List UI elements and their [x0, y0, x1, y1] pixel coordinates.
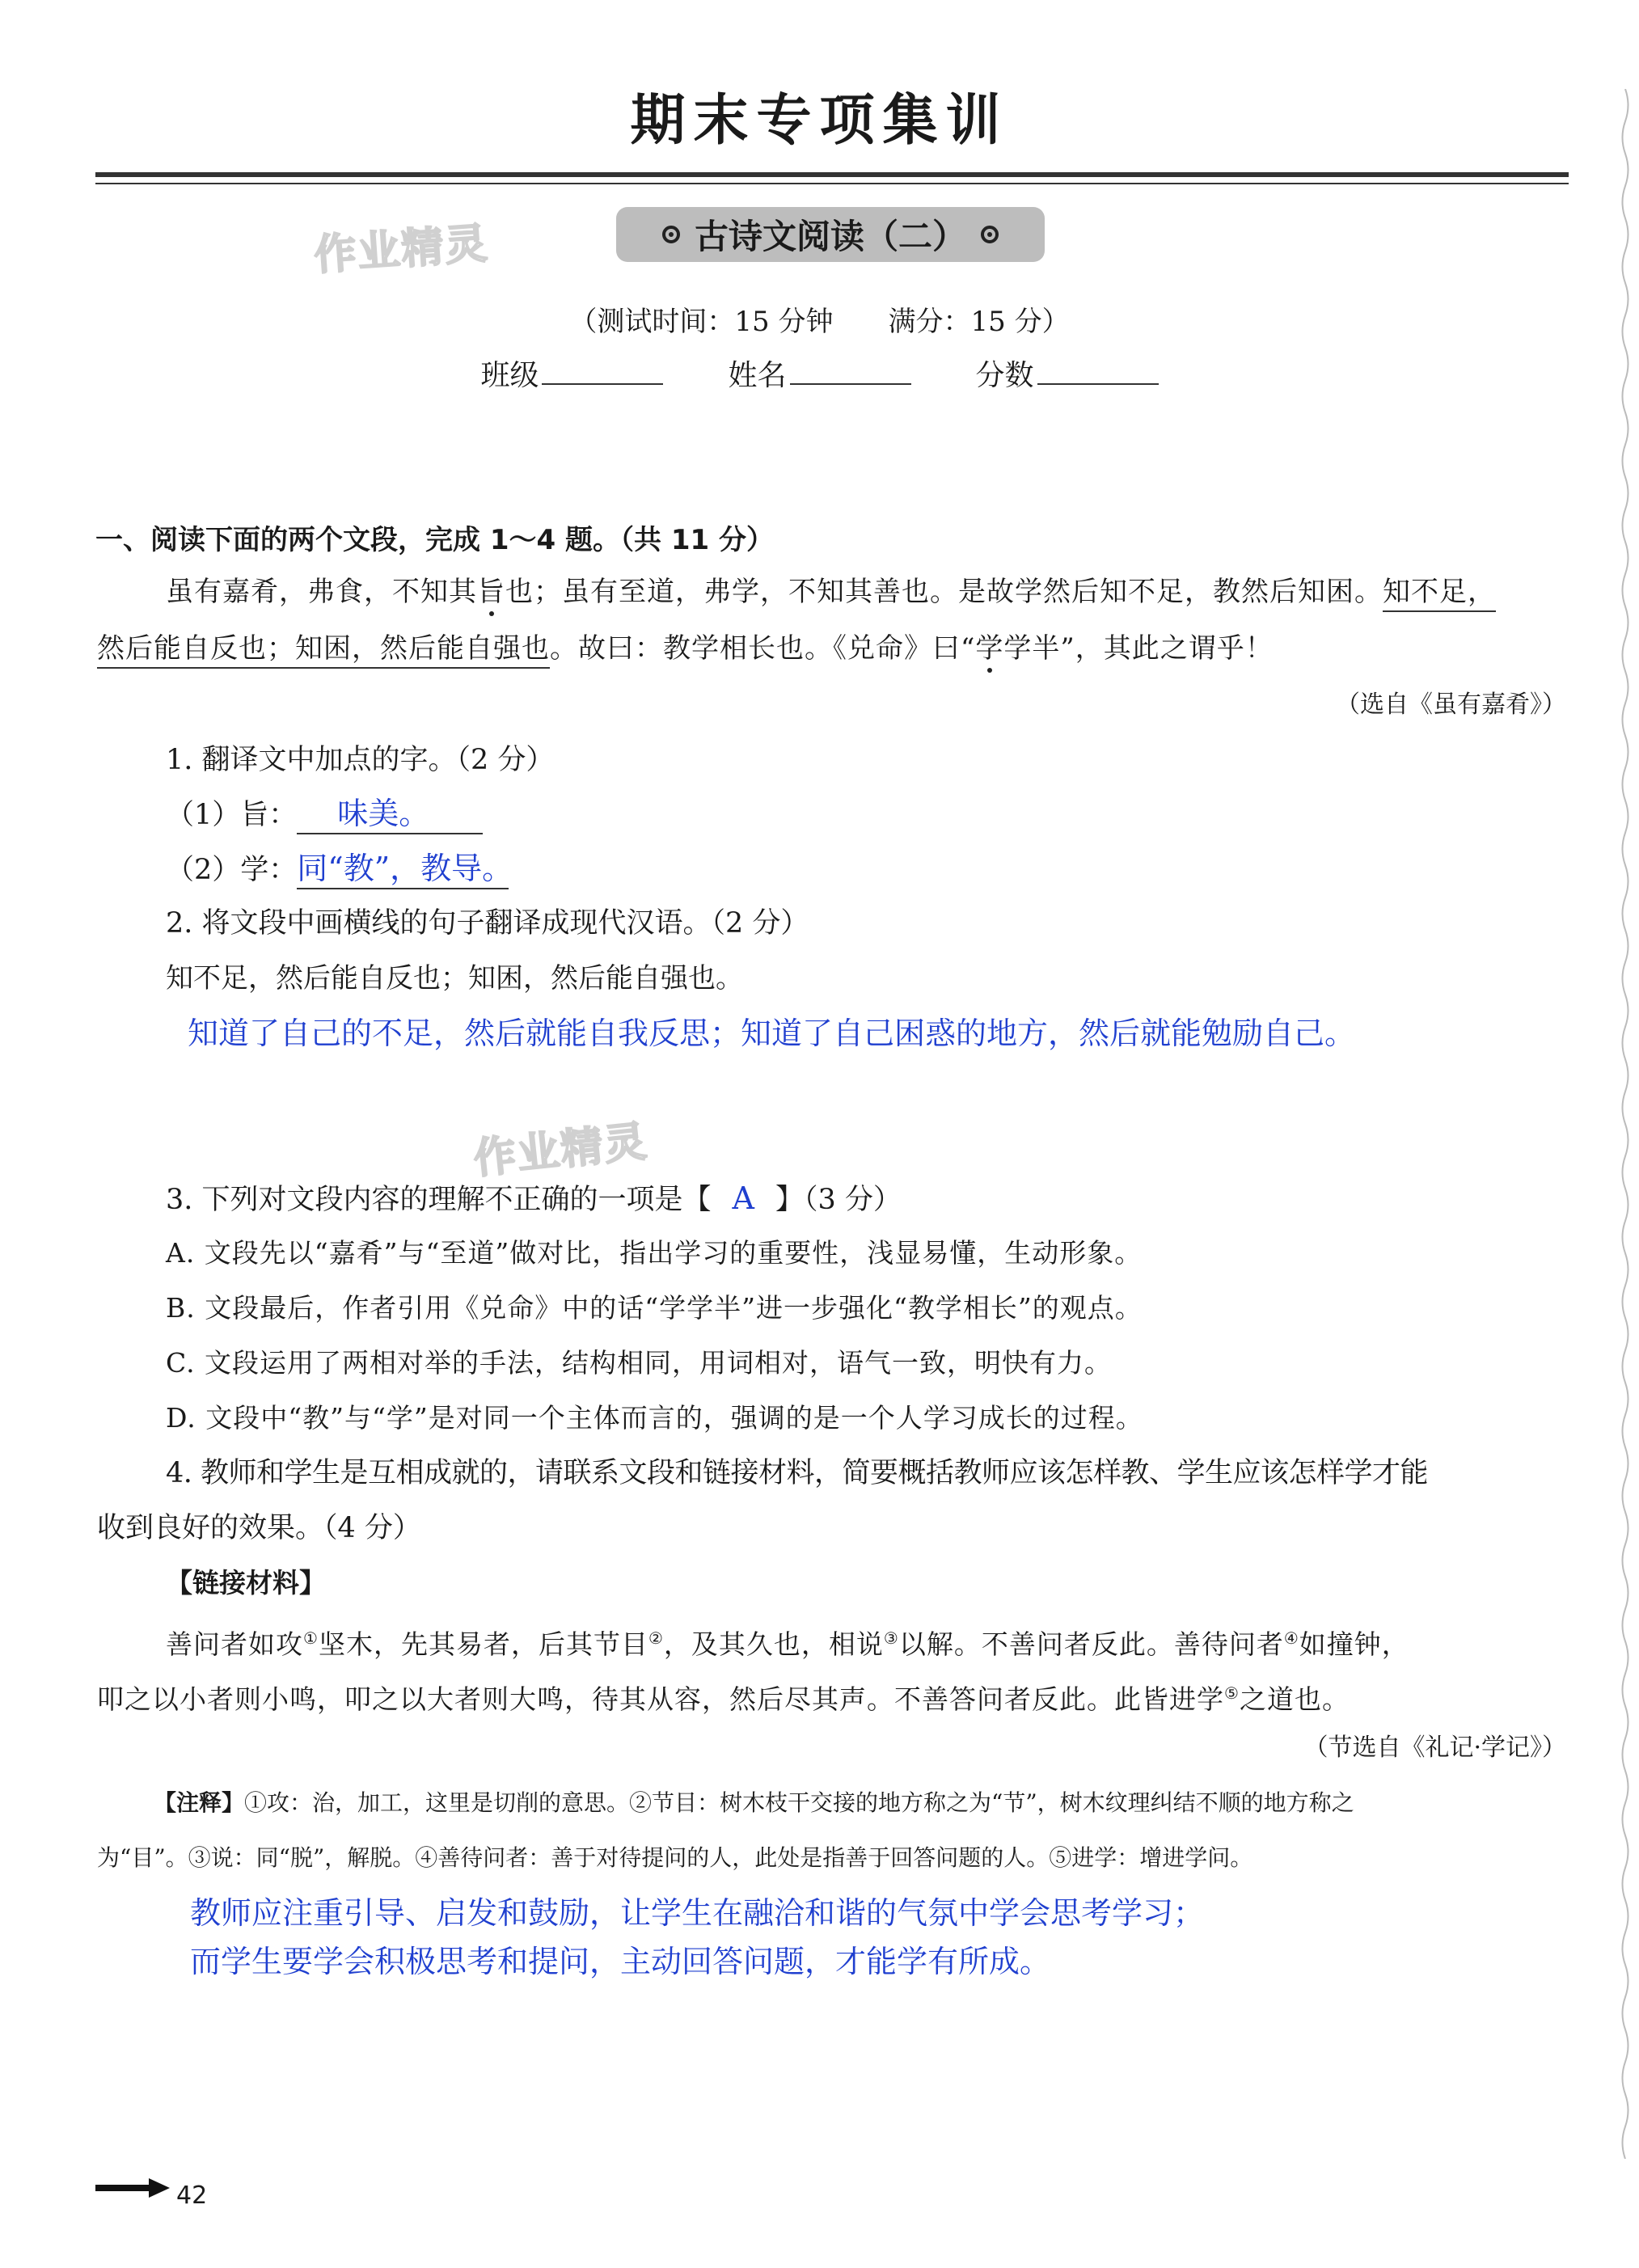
notes-line-1: [154, 1785, 1354, 1821]
q4-answer-line-1: 教师应注重引导、启发和鼓励，让学生在融洽和谐的气氛中学会思考学习；: [190, 1895, 1205, 1931]
arrow-right-icon: [95, 2177, 170, 2199]
q4-stem-line-2: 收到良好的效果。（4 分）: [97, 1512, 421, 1544]
q4-stem-line-1: 4. 教师和学生是互相成就的，请联系文段和链接材料，简要概括教师应该怎样教、学生应该怎样学才能: [166, 1457, 1429, 1489]
circle-bullet-icon: [662, 226, 680, 243]
q3-option-d: D. 文段中“教”与“学”是对同一个主体而言的，强调的是一个人学习成长的过程。: [166, 1402, 1143, 1434]
q3-option-c: C. 文段运用了两相对举的手法，结构相同，用词相对，语气一致，明快有力。: [166, 1347, 1113, 1379]
note-marker-1: ①: [303, 1628, 319, 1648]
underlined-sentence: 知不足，: [1383, 576, 1496, 612]
name-label: 姓名: [728, 359, 787, 392]
notes-line-2: 为“目”。③说：同“脱”，解脱。④善待问者：善于对待提问的人，此处是指善于回答问题的人。⑤进学：增进学问。: [97, 1844, 1253, 1871]
name-blank: [790, 383, 911, 385]
passage-source: （选自《虽有嘉肴》）: [1336, 691, 1566, 719]
class-field: [480, 353, 663, 394]
link-text: 善问者如攻: [166, 1628, 303, 1660]
passage-text: 虽有嘉肴，弗食，不知其: [166, 576, 477, 608]
q1-item-1-label: （1）旨：: [166, 799, 298, 831]
q2-sentence: 知不足，然后能自反也；知困，然后能自强也。: [166, 962, 743, 995]
page-title: 期末专项集训: [630, 88, 1009, 153]
link-line-1: [166, 1620, 1409, 1662]
class-label: 班级: [480, 359, 539, 392]
passage-line-1: [166, 574, 1496, 610]
score-blank: [1037, 383, 1159, 385]
q1-item-2-blank: [297, 851, 513, 889]
name-field: [728, 353, 910, 394]
test-info: （测试时间：15 分钟 满分：15 分）: [569, 306, 1070, 338]
q3-stem-text: 3. 下列对文段内容的理解不正确的一项是【: [166, 1184, 712, 1216]
q3-stem: [166, 1180, 902, 1218]
passage-text: 学半”，其此之谓乎！: [1003, 632, 1274, 665]
section-badge: [616, 207, 1045, 262]
q1-item-2: [166, 851, 513, 889]
part1-heading: 一、阅读下面的两个文段，完成 1～4 题。（共 11 分）: [95, 524, 774, 556]
score-field: [976, 353, 1159, 394]
student-fields: [0, 353, 1639, 394]
side-wave-decoration: [1620, 89, 1631, 2159]
passage-text: 也；虽有至道，弗学，不知其善也。是故学然后知不足，教然后知困。: [505, 576, 1383, 608]
link-text: 如撞钟，: [1299, 1628, 1409, 1660]
note-marker-2: ②: [648, 1628, 664, 1648]
q1-item-2-label: （2）学：: [166, 854, 298, 886]
q3-option-a: A. 文段先以“嘉肴”与“至道”做对比，指出学习的重要性，浅显易懂，生动形象。: [166, 1237, 1143, 1269]
link-text: 之道也。: [1239, 1683, 1350, 1715]
q1-item-2-answer: 同“教”，教导。: [297, 851, 513, 886]
q2-answer: 知道了自己的不足，然后就能自我反思；知道了自己困惑的地方，然后就能勉励自己。: [188, 1016, 1356, 1051]
note-marker-4: ④: [1283, 1628, 1299, 1648]
passage-text: 。故曰：教学相长也。《兑命》曰“: [550, 632, 976, 665]
link-text: 以解。不善问者反此。善待问者: [898, 1628, 1284, 1660]
passage-line-2: [97, 631, 1274, 666]
link-source: （节选自《礼记·学记》）: [1303, 1734, 1566, 1762]
q1-stem: 1. 翻译文中加点的字。（2 分）: [166, 744, 555, 776]
header-rule-thick: [95, 172, 1569, 177]
note-marker-3: ③: [883, 1628, 899, 1648]
q1-item-1-answer: 味美。: [337, 796, 430, 831]
watermark-middle: 作业精灵: [471, 1116, 651, 1185]
q3-option-b: B. 文段最后，作者引用《兑命》中的话“学学半”进一步强化“教学相长”的观点。: [166, 1292, 1143, 1324]
link-text: 叩之以小者则小鸣，叩之以大者则大鸣，待其从容，然后尽其声。不善答问者反此。此皆进学: [97, 1683, 1224, 1715]
q1-item-1: [166, 796, 483, 834]
note-marker-5: ⑤: [1224, 1683, 1240, 1703]
watermark-top: 作业精灵: [312, 218, 491, 281]
circle-bullet-icon: [981, 226, 999, 243]
class-blank: [542, 383, 663, 385]
q1-item-1-blank: [297, 796, 483, 834]
q2-stem: 2. 将文段中画横线的句子翻译成现代汉语。（2 分）: [166, 907, 809, 940]
header-rule-thin: [95, 183, 1569, 184]
q4-answer-line-2: 而学生要学会积极思考和提问，主动回答问题，才能学有所成。: [190, 1944, 1051, 1979]
notes-text: ①攻：治，加工，这里是切削的意思。②节目：树木枝干交接的地方称之为“节”，树木纹理纠结不顺的地方称之: [244, 1789, 1354, 1816]
section-title: 古诗文阅读（二）: [694, 217, 966, 256]
q3-answer: A: [732, 1180, 754, 1216]
link-line-2: [97, 1675, 1350, 1717]
notes-label: 【注释】: [154, 1789, 245, 1816]
link-text: ，及其久也，相说: [663, 1628, 884, 1660]
page-number: 42: [176, 2181, 208, 2210]
score-label: 分数: [975, 359, 1034, 392]
q3-stem-text: 】（3 分）: [775, 1184, 902, 1216]
link-heading: 【链接材料】: [166, 1567, 326, 1599]
dotted-char-xue: 学: [975, 632, 1004, 665]
link-text: 坚木，先其易者，后其节目: [318, 1628, 648, 1660]
underlined-sentence: 然后能自反也；知困，然后能自强也: [97, 632, 550, 669]
dotted-char-zhi: 旨: [477, 576, 505, 608]
